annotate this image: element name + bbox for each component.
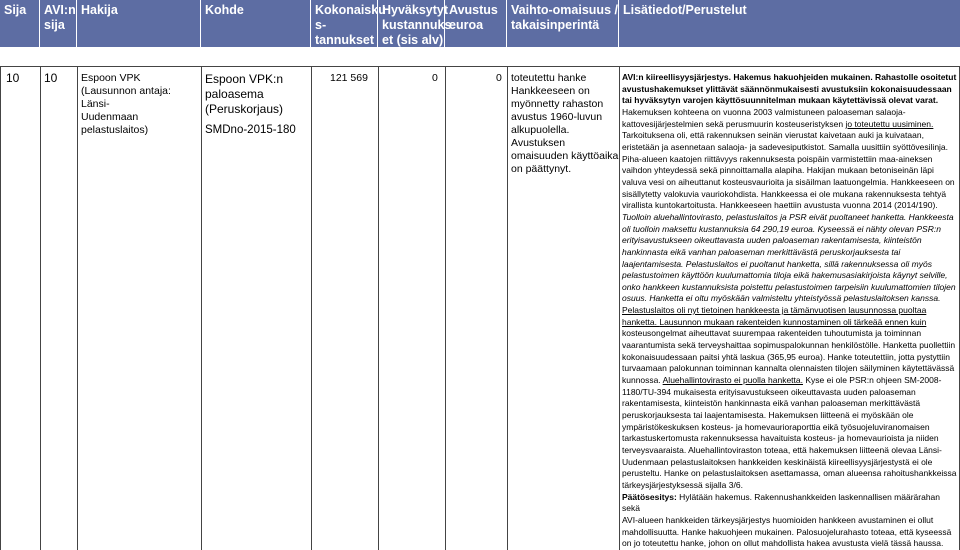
note-line: valuva vesi on aiheuttanut kosteusvaurioita ja sisäilman laatuongelmia. Hankkeeseen on (622, 176, 955, 187)
col-header-vaihto-omaisuus: Vaihto-omaisuus / takaisinperintä (507, 0, 619, 47)
cell-hyvaksytyt: 0 (432, 72, 438, 84)
row-divider (0, 66, 960, 67)
note-line: Tarkoituksena oli, että rakennuksen seinän vierustat kaivetaan auki ja kuivataan, (622, 130, 924, 141)
note-line: AVI-alueen hankkeiden tärkeysjärjestys huomioiden hankkeen avustaminen ei ollut (622, 514, 934, 525)
column-divider (507, 66, 508, 550)
col-header-hakija: Hakija (77, 0, 201, 47)
note-line: vaihdon yhteydessä sekä pinnoittamalla alapiha. Hakijan mukaan betoniseinän läpi (622, 165, 934, 176)
note-line: osuus. Hanketta ei oltu myöskään valmisteltu yhteistyössä pelastuslaitoksen kanssa. (622, 293, 941, 304)
cell-vaihto-omaisuus: toteutettu hanke Hankkeeseen on myönnetty rahaston avustus 1960-luvun alkupuolella. Avustuksen omaisuuden käyttöaika on päättynyt. (511, 72, 619, 175)
column-divider (40, 66, 41, 550)
column-divider (0, 66, 1, 550)
note-line: kokonaisuudessaan paitsi yhtä laskua (365,95 euroa). Hanke toteutettiin, jotta pystyttiin (622, 351, 950, 362)
col-header-lisatiedot: Lisätiedot/Perustelut (623, 3, 747, 17)
column-divider (201, 66, 202, 550)
note-line: Päätösesitys: Hylätään hakemus. Rakennushankkeiden laskennallisen määrärahan sekä (622, 491, 941, 514)
note-line: Pelastuslaitos oli nyt tietoinen hankkeesta ja tämänvuotisen lausunnossa puoltaa (622, 305, 927, 316)
note-line: eristetään ja asennetaan salaoja- ja sadevesiputkistot. Samalla uusittiin syöttövesilinja. (622, 141, 949, 152)
note-line: perusteltu. Hanke on pelastuslaitoksen asettamassa, oman alueensa rahoitushankkeissa (622, 468, 957, 479)
note-line: kunnossa. Aluehallintovirasto ei puolla hanketta. Kyse ei ole PSR:n ohjeen SM-2008- (622, 375, 942, 386)
cell-avi-sija: 10 (44, 71, 58, 85)
note-line: tärkeysjärjestyksessä sijalla 3/6. (622, 479, 743, 490)
col-header-avi-sija: AVI:n sija (40, 0, 77, 47)
col-header-kokonaiskustannukset: Kokonaisku s-tannukset (sis alv) (311, 0, 378, 47)
note-line: avustushakemukset ylittävät säännönmukaisesti avustuksiin kokonaisuudessaan (622, 83, 952, 94)
note-line: turvaamaan palokunnan toiminnan kannalta olennaisten tilojen säilyminen käytettävässä (622, 363, 955, 374)
note-line: erityisavustukseen oikeuttavasta uuden paloaseman rakentamisesta, kiinteistön (622, 235, 922, 246)
cell-lisatiedot (622, 72, 958, 550)
cell-hakija: Espoon VPK (Lausunnon antaja: Länsi- Uudenmaan pelastuslaitos) (81, 72, 171, 136)
note-line: laajentamisesta. Pelastuslaitos ei puoltanut hanketta, sillä rakennuksessa oli myös (622, 258, 932, 269)
note-line: rakentamisesta, kiinteistön hankinnasta eikä vanhan paloaseman merkittävästä (622, 398, 921, 409)
cell-kohde-code: SMDno-2015-180 (205, 124, 296, 136)
col-header-sija: Sija (0, 0, 40, 47)
col-header-hyvaksytyt: Hyväksytyt kustannuks et (sis alv) (378, 0, 445, 47)
note-line: 1180/TU-394 mukaisesta erityisavustukseen oikeuttavasta uuden paloaseman (622, 386, 916, 397)
note-line: on jo toteutettu hanke, johon on ollut mahdollista hakea avustusta vielä tässä haussa. (622, 538, 944, 549)
note-line: AVI:n kiireellisyysjärjestys. Hakemus hakuohjeiden mukainen. Rahastolle osoitetut (622, 72, 957, 82)
note-line: oli tuolloin maksettu kustannuksia 64 290,19 euroa. Kyseessä ei nähty olevan PSR:n (622, 223, 941, 234)
note-line: sisällytetty valokuvia vauriokohdista. Hankkeessa ei ole mukana rakennuksesta tehtyä (622, 188, 947, 199)
note-line: kosteusongelmat aiheuttavat suurempaa rakenteiden tuhoutumista ja toiminnan (622, 328, 922, 339)
column-divider (378, 66, 379, 550)
note-line: Tuolloin aluehallintovirasto, pelastuslaitos ja PSR eivät puoltaneet hanketta. Hankkeesta (622, 211, 954, 222)
col-header-avustus: Avustus euroa (445, 0, 507, 47)
note-line: tai hyväksytyn varojen käyttösuunnitelman mukaan käytettävissä olevat varat. (622, 95, 939, 106)
note-line: Piha-alueen kaatojen riittävyys rakennuksesta poispäin varmistettiin maa-aineksen (622, 153, 933, 164)
note-line: terveysvaaraista. Aluehallintoviraston toteaa, että hakemuksen liitteenä olevaa Länsi- (622, 445, 942, 455)
note-line: virallista kuntokartoitusta. Hankkeeseen haettiin avustusta vuonna 2014 (2014/190). (622, 200, 938, 211)
note-line: hankinnasta eikä vanhan paloaseman merkittävästä peruskorjauksesta tai (622, 246, 901, 257)
cell-kohde-name: Espoon VPK:n paloasema (Peruskorjaus) (205, 72, 284, 116)
note-line: kattovesijärjestelmien sekä perusmuurin kosteuseristyksen jo toteutettu uusiminen. (622, 118, 934, 129)
note-line: tarkastuskertomusta rakennuksessa havaituista kosteus- ja homevaurioista ja niiden (622, 433, 939, 444)
column-divider (445, 66, 446, 550)
table-header (0, 0, 960, 62)
column-divider (311, 66, 312, 550)
note-line: mahdollisuutta. Hanke hakuohjeen mukainen. Palosuojelurahasto toteaa, että kyseessä (622, 526, 952, 537)
cell-sija: 10 (6, 71, 20, 85)
column-divider (619, 66, 620, 550)
col-header-kohde: Kohde (201, 0, 311, 47)
cell-avustus: 0 (496, 72, 502, 84)
note-line: hanketta. Lausunnon mukaan rakenteiden kunnostaminen oli tärkeää ennen kuin (622, 316, 927, 327)
note-line: ympäristökeskuksen kosteus- ja homevaurioraporttia eikä työsuojeluviranomaisen (622, 421, 930, 432)
note-line: Hakemuksen kohteena on vuonna 2003 valmistuneen paloaseman salaoja- (622, 106, 906, 117)
note-line: peruskorjauksesta tai laajentamisesta. Hakemuksen liitteenä ei myöskään ole (622, 410, 914, 421)
note-line: vaarantumista sekä terveyshaittaa sopimuspalokunnan henkilöstölle. Hanketta puollettiin (622, 340, 956, 351)
note-line: onko hankkeen kustannuksista poistettu pelastustoimen tarpeisiin kuulumattomien tilojen (622, 281, 956, 292)
note-line: pelastustoimen käyttöön kuulumattomia tiloja eikä hakemusasiakirjoista käynyt selville, (622, 270, 948, 281)
column-divider (77, 66, 78, 550)
cell-kokonaiskustannukset: 121 569 (330, 72, 368, 84)
note-line: Uudenmaan pelastuslaitoksen hankkeiden keskinäistä kiireellisyysjärjestystä ei ole (622, 456, 933, 467)
